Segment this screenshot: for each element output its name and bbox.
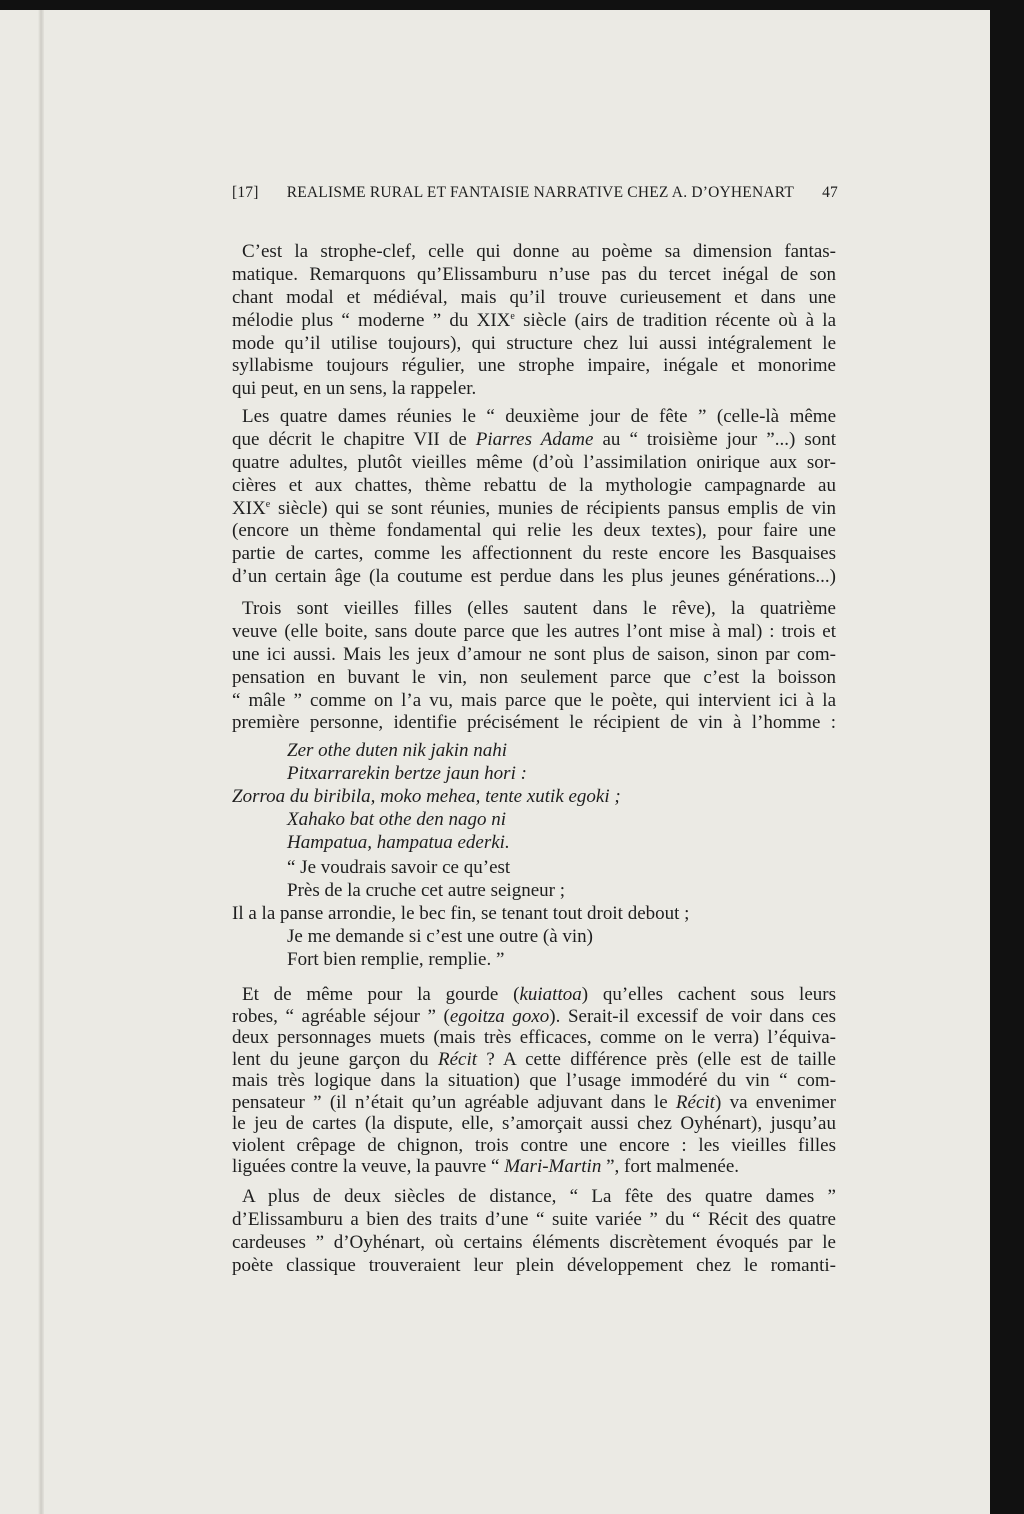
- text-segment: Trois sont vieilles filles (elles sautent dans le rêve), la quatrième: [242, 598, 836, 619]
- text-segment: mélodie plus “ moderne ” du XIX: [232, 309, 511, 331]
- text-line: [232, 452, 836, 475]
- text-segment: “ Je voudrais savoir ce qu’est: [287, 857, 511, 878]
- italic-text: kuiattoa: [519, 984, 582, 1005]
- text-line: [232, 690, 836, 713]
- text-segment: “ mâle ” comme on l’a vu, mais parce que le poète, qui intervient ici à la: [232, 689, 836, 711]
- text-segment: chant modal et médiéval, mais qu’il trouve curieusement et dans une: [232, 286, 836, 308]
- text-line: [232, 1113, 836, 1135]
- text-segment: d’un certain âge (la coutume est perdue dans les plus jeunes générations...): [232, 566, 836, 588]
- text-segment: Fort bien remplie, remplie. ”: [287, 948, 505, 970]
- text-line: [232, 498, 836, 521]
- text-segment: quatre adultes, plutôt vieilles même (d’où l’assimilation onirique aux sor-: [232, 451, 836, 473]
- text-line: [232, 310, 836, 333]
- italic-text: Récit: [675, 1091, 715, 1113]
- header-page-number: 47: [822, 184, 838, 201]
- text-segment: matique. Remarquons qu’Elissamburu n’use pas du tercet inégal de son: [232, 263, 836, 285]
- text-segment: ) qu’elles cachent sous leurs: [581, 984, 836, 1005]
- italic-text: Piarres Adame: [475, 428, 594, 450]
- text-segment: ) va envenimer: [714, 1091, 836, 1113]
- text-segment: veuve (elle boite, sans doute parce que les autres l’ont mise à mal) : trois et: [232, 620, 836, 642]
- text-line: [232, 763, 836, 786]
- text-line: [232, 378, 836, 401]
- italic-text: egoitza goxo: [449, 1005, 550, 1027]
- text-line: [232, 667, 836, 690]
- text-segment: violent crêpage de chignon, trois contre une encore : les vieilles filles: [232, 1134, 836, 1156]
- superscript: e: [510, 310, 515, 322]
- text-segment: Zorroa du biribila, moko mehea, tente xutik egoki ;: [232, 785, 621, 807]
- italic-text: Récit: [437, 1048, 478, 1070]
- text-segment: que décrit le chapitre VII de: [232, 428, 476, 450]
- text-segment: siècle (airs de tradition récente où à la: [514, 309, 837, 331]
- text-line: [232, 1092, 836, 1114]
- text-segment: une ici aussi. Mais les jeux d’amour ne sont plus de saison, sinon par com-: [232, 643, 836, 665]
- text-segment: Il a la panse arrondie, le bec fin, se tenant tout droit debout ;: [232, 902, 690, 924]
- text-line: [232, 1209, 836, 1232]
- text-segment: mode qu’il utilise toujours), qui structure chez lui aussi intégralement le: [232, 332, 836, 354]
- text-line: [232, 621, 836, 644]
- text-line: [232, 644, 836, 667]
- text-line: [232, 712, 836, 735]
- text-segment: Les quatre dames réunies le “ deuxième jour de fête ” (celle-là même: [242, 406, 836, 427]
- text-line: [232, 543, 836, 566]
- text-segment: partie de cartes, comme les affectionnent du reste encore les Basquaises: [232, 543, 836, 565]
- text-line: [232, 832, 836, 855]
- text-line: [232, 406, 836, 429]
- text-segment: Pitxarrarekin bertze jaun hori :: [287, 762, 527, 784]
- paragraph: [232, 406, 836, 589]
- text-line: [232, 475, 836, 498]
- text-segment: le jeu de cartes (la dispute, elle, s’amorçait aussi chez Oyhénart), jusqu’au: [232, 1113, 836, 1134]
- text-segment: Hampatua, hampatua ederki.: [287, 831, 510, 853]
- superscript: e: [265, 498, 271, 510]
- text-segment: poète classique trouveraient leur plein développement chez le romanti-: [232, 1254, 836, 1276]
- text-segment: Près de la cruche cet autre seigneur ;: [287, 879, 566, 901]
- text-segment: (encore un thème fondamental qui relie les deux textes), pour faire une: [232, 520, 836, 542]
- basque-verse: [232, 740, 836, 854]
- text-line: [232, 1135, 836, 1157]
- french-translation: [232, 857, 836, 971]
- text-line: [232, 429, 836, 452]
- text-segment: cières et aux chattes, thème rebattu de la mythologie campagnarde au: [232, 474, 836, 496]
- text-segment: liguées contre la veuve, la pauvre “: [232, 1156, 505, 1177]
- text-line: [232, 1186, 836, 1209]
- text-line: [232, 1156, 836, 1178]
- text-segment: deux personnages muets (mais très efficaces, comme on le verra) l’équiva-: [232, 1027, 836, 1048]
- text-line: [232, 809, 836, 832]
- paragraph: [232, 984, 836, 1178]
- text-segment: lent du jeune garçon du: [232, 1048, 438, 1070]
- text-line: [232, 1006, 836, 1028]
- text-segment: Zer othe duten nik jakin nahi: [287, 740, 508, 761]
- text-line: [232, 1049, 836, 1071]
- text-line: [232, 926, 836, 949]
- text-line: [232, 598, 836, 621]
- text-line: [232, 903, 836, 926]
- text-segment: mais très logique dans la situation) que l’usage immodéré du vin “ com-: [232, 1070, 836, 1091]
- text-line: [232, 1070, 836, 1092]
- text-segment: première personne, identifie précisément le récipient de vin à l’homme :: [232, 712, 836, 734]
- text-line: [232, 740, 836, 763]
- text-segment: robes, “ agréable séjour ” (: [232, 1005, 450, 1027]
- text-line: [232, 520, 836, 543]
- text-segment: pensation en buvant le vin, non seulement parce que c’est la boisson: [232, 666, 836, 688]
- text-line: [232, 1255, 836, 1278]
- text-segment: qui peut, en un sens, la rappeler.: [232, 378, 477, 400]
- text-line: [232, 566, 836, 589]
- text-line: [232, 287, 836, 310]
- text-line: [232, 241, 836, 264]
- paragraph: [232, 598, 836, 735]
- italic-text: Mari-Martin: [504, 1156, 602, 1177]
- text-segment: ? A cette différence près (elle est de taille: [477, 1048, 836, 1070]
- text-segment: Je me demande si c’est une outre (à vin): [287, 925, 593, 947]
- text-segment: siècle) qui se sont réunies, munies de récipients pansus emplis de vin: [270, 497, 836, 519]
- text-line: [232, 880, 836, 903]
- text-segment: cardeuses ” d’Oyhénart, où certains éléments discrètement évoqués par le: [232, 1231, 836, 1253]
- text-segment: Et de même pour la gourde (: [242, 984, 520, 1005]
- running-header: [232, 184, 838, 202]
- header-section: [17]: [232, 184, 259, 201]
- text-segment: syllabisme toujours régulier, une strophe impaire, inégale et monorime: [232, 355, 836, 377]
- text-segment: C’est la strophe-clef, celle qui donne au poème sa dimension fantas-: [242, 241, 836, 262]
- text-segment: d’Elissamburu a bien des traits d’une “ suite variée ” du “ Récit des quatre: [232, 1208, 836, 1230]
- text-line: [232, 1027, 836, 1049]
- text-segment: pensateur ” (il n’était qu’un agréable adjuvant dans le: [232, 1091, 676, 1113]
- text-segment: Xahako bat othe den nago ni: [287, 808, 506, 830]
- text-line: [232, 786, 836, 809]
- text-line: [232, 857, 836, 880]
- paragraph: [232, 241, 836, 401]
- header-title: REALISME RURAL ET FANTAISIE NARRATIVE CHEZ A. D’OYHENART: [286, 184, 795, 201]
- text-line: [232, 1232, 836, 1255]
- text-segment: ). Serait-il excessif de voir dans ces: [549, 1005, 836, 1027]
- paragraph: [232, 1186, 836, 1278]
- text-line: [232, 333, 836, 356]
- text-line: [232, 949, 836, 972]
- page-fold: [38, 10, 44, 1514]
- text-segment: XIX: [232, 497, 266, 519]
- text-segment: A plus de deux siècles de distance, “ La fête des quatre dames ”: [242, 1186, 836, 1207]
- text-line: [232, 984, 836, 1006]
- text-line: [232, 355, 836, 378]
- text-segment: ”, fort malmenée.: [601, 1156, 740, 1177]
- text-segment: au “ troisième jour ”...) sont: [593, 428, 836, 450]
- text-line: [232, 264, 836, 287]
